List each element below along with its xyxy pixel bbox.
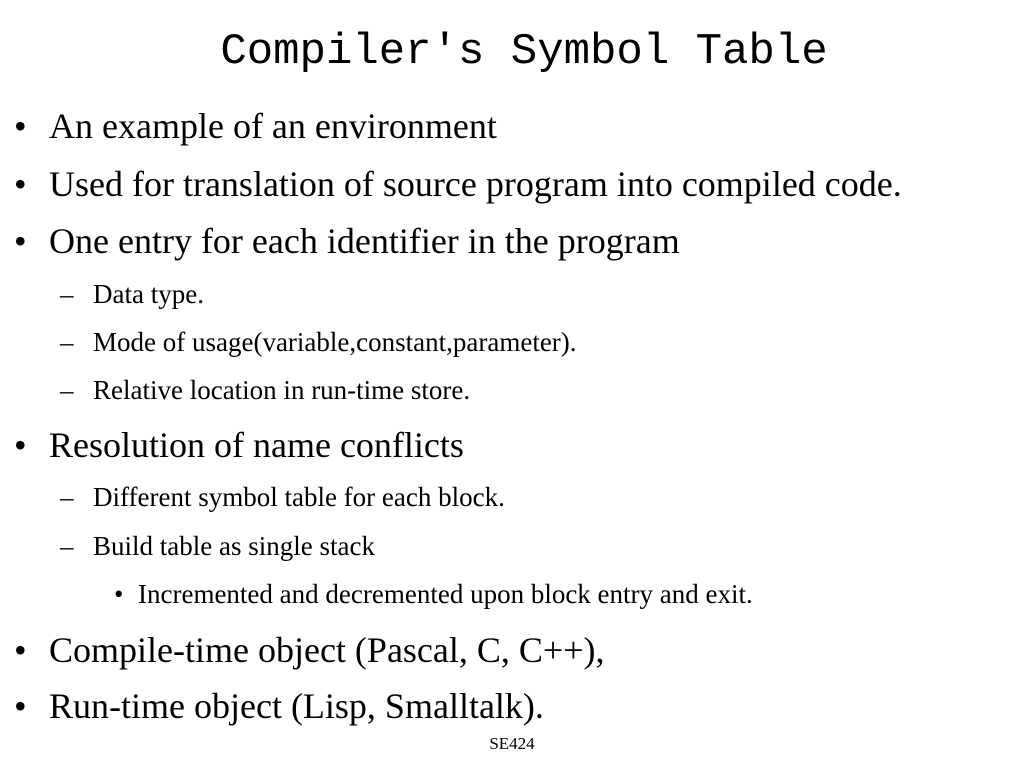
- sub-sub-bullet-item: Incremented and decremented upon block entry and exit.: [138, 579, 753, 609]
- sub-bullet-item: Relative location in run-time store.: [93, 375, 471, 405]
- dash-marker: –: [60, 482, 74, 512]
- dash-marker: –: [60, 279, 74, 309]
- slide-title: Compiler's Symbol Table: [220, 27, 828, 77]
- bullet-item: One entry for each identifier in the program: [49, 221, 680, 261]
- sub-bullet-item: Build table as single stack: [93, 531, 375, 561]
- bullet-item: Used for translation of source program into compiled code.: [49, 164, 902, 204]
- sub-bullet-item: Data type.: [93, 279, 204, 309]
- dash-marker: –: [60, 531, 74, 561]
- dash-marker: –: [60, 375, 74, 405]
- dash-marker: –: [60, 327, 74, 357]
- bullet-item: Run-time object (Lisp, Smalltalk).: [49, 686, 544, 726]
- bullet-marker: •: [14, 686, 27, 726]
- bullet-marker: •: [14, 164, 27, 204]
- sub-sub-bullet-marker: •: [114, 579, 124, 609]
- sub-bullet-item: Mode of usage(variable,constant,parameter).: [93, 327, 577, 357]
- bullet-marker: •: [14, 221, 27, 261]
- bullet-marker: •: [14, 425, 27, 465]
- bullet-marker: •: [14, 630, 27, 670]
- bullet-marker: •: [14, 106, 27, 146]
- bullet-item: Resolution of name conflicts: [49, 425, 464, 465]
- bullet-item: An example of an environment: [49, 106, 497, 146]
- sub-bullet-item: Different symbol table for each block.: [93, 482, 505, 512]
- bullet-item: Compile-time object (Pascal, C, C++),: [49, 630, 605, 670]
- slide-footer: SE424: [489, 734, 535, 753]
